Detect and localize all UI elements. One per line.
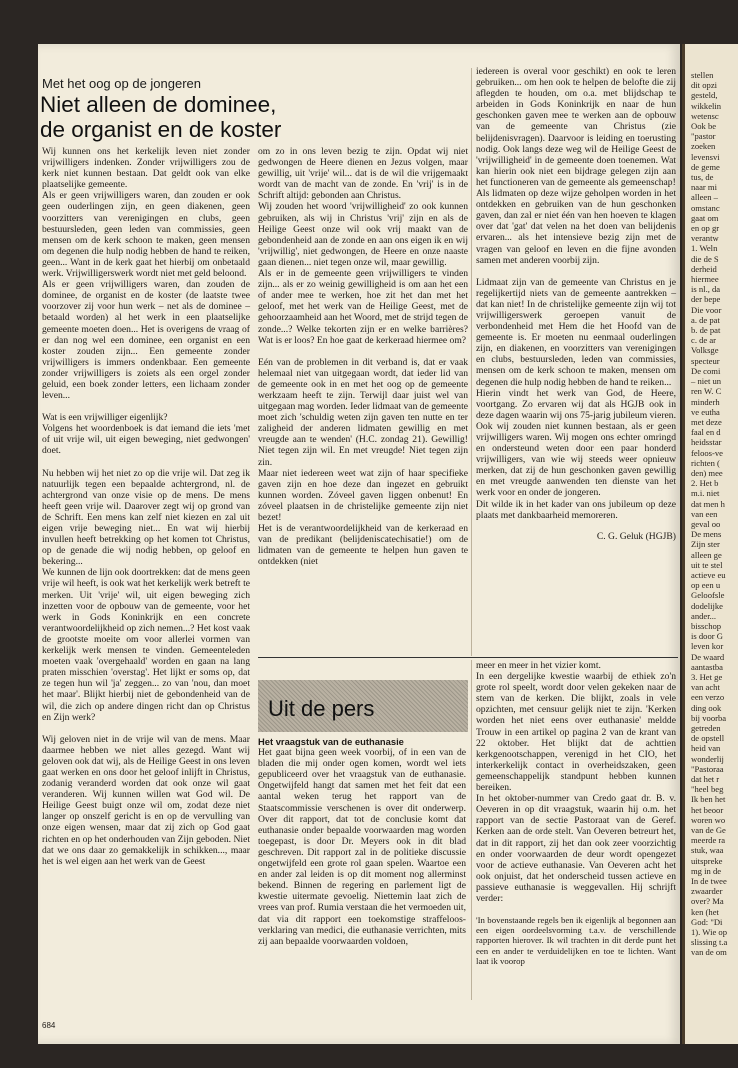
paragraph: Lidmaat zijn van de gemeente van Christus en je regelijkertijd niets van de gemeente aantrekken – dat kan niet! In de christelijke gemeente zijn wij tot vrijwilligerswerk geroepen vanuit de verbondenheid met Hem die het Hoofd van de gemeente is. Er moeten nu eenmaal ouderlingen zijn, en diakenen, en voorzitters van verenigingen en clubs, bestuursleden, leden van commissies, mensen om de kerk schoon te maken, mensen om degenen die hulp nodig hebben de hand te reiken...: [476, 276, 676, 388]
pers-column-left: [258, 736, 466, 947]
paragraph: Wat is een vrijwilliger eigenlijk?: [42, 412, 168, 424]
author-signature: C. G. Geluk (HGJB): [596, 530, 676, 542]
paragraph: Het gaat bijna geen week voorbij, of in een van de bladen die mij onder ogen komen, wordt wel iets gepubliceerd over het vraagstuk van de euthanasie. Ongetwijfeld hangt dat samen met het feit dat een aantal weken terug het rapport van de Staatscommissie verschenen is over dit onderwerp. Over dit rapport, dat tot de conclusie komt dat euthanasie onder bepaalde voorwaarden mag worden toegepast, is door Dr. Meyers ook in dit blad geschreven. Dit rapport zal in de politieke discussie ongetwijfeld een grote rol gaan spelen. Waartoe een en ander zal leiden is op dit moment nog allerminst bekend. Binnen de regering en parlement ligt de kwestie uitermate gevoelig. Niettemin laat zich de vrees van prof. Rumia verstaan die het vermoeden uit, dat via dit rapport een toekomstige straffeloos-verklaring van medici, die euthanasie verrichten, mits zij aan bepaalde voorwaarden voldoen,: [258, 747, 466, 947]
adjacent-page-text: stellen dit opzi gesteld, wikkelin wetensc Ook be "pastor zoeken levensvi de geme tus, de naar mi alleen – omstanc gaat om en op gr verantw 1. Weln die de S derheid hiermee is nl., da der bepe Die voor a. de pat b. de pat c. de ar Volksge specteur De comi – niet un ren W. C minderh ve eutha met deze faal en d heidsstar feloos-ve richten ( den) mee 2. Het b m.i. niet dat men h van een geval oo De mens Zijn ster alleen ge uit te stel actieve eu op een u Geloofsle dodelijke ander... bisschop is door G leven kor De waard aantastba 3. Het ge van acht een verzo ding ook bij voorba getreden de opstell heid van wonderlij "Pastoraa dat het r "heel beg Ik ben het het beoor woren wo van de Ge meerde ra stuk, waa uitspreke mg in de In de twee zwaarder over? Ma ken (het God: "Di 1). Wie op slissing t.a van de om: [691, 70, 728, 958]
paragraph: Wij kunnen ons het kerkelijk leven niet zonder vrijwilligers indenken. Zonder vrijwilligers zou de kerk niet kunnen bestaan. Dat geldt ook van elke plaatselijke gemeente.: [42, 146, 250, 191]
headline-line-1: Niet alleen de dominee,: [40, 92, 277, 117]
paragraph: iedereen is overal voor geschikt) en ook te leren gebruiken... om hen ook te helpen de belofte die zij aflegden te houden, om o.a. met blijdschap te arbeiden in Gods Koninkrijk en naar de hun geschonken gaven mee te werken aan de opbouw van de gemeente van Christus (zie belijdenisvragen). Daarvoor is leiding en toerusting nodig. Ook langs deze weg wil de Heilige Geest de 'vrijwilligheid' in de gemeente doen toenemen. Wat kan hierin ook niet een bijdrage gelegen zijn aan het functioneren van de gemeente als gemeenschap!: [476, 66, 676, 188]
paragraph: In een dergelijke kwestie waarbij de ethiek zo'n grote rol speelt, wordt door velen gekeken naar de stem van de kerken. Die blijkt, zoals in vele opzichten, met censuur gelijk niet te zijn. 'Kerken worden het niet eens over euthanasie' meldde Trouw in een artikel op pagina 2 van de krant van 22 oktober. Het blijkt dat de achttien kerkgenootschappen, verenigd in het CIO, het interkerkelijk contact in overheidszaken, geen gemeenschappelijk standpunt hebben kunnen bereiken.: [476, 671, 676, 794]
column-divider: [471, 68, 472, 656]
headline-line-2: de organist en de koster: [40, 117, 282, 142]
paragraph: om zo in ons leven bezig te zijn. Opdat wij niet gedwongen de Heere dienen en Jezus volgen, maar gewillig, uit 'vrije' wil... dat is de wil die vrijgemaakt wordt van de macht van de zonde. En 'vrij' is in de Schrift altijd: gebonden aan Christus.: [258, 146, 468, 202]
quote-paragraph: 'In bovenstaande regels ben ik eigenlijk al begonnen aan een eigen oordeelsvorming t.a.v. de verschillende rapporten hierover. Ik wil trachten in dit derde punt het een en ander te verduidelijken en toe te lichten. Want laat ik voorop: [476, 915, 676, 966]
paragraph: meer en meer in het vizier komt.: [476, 660, 601, 671]
paragraph: Volgens het woordenboek is dat iemand die iets 'met of uit vrije wil, uit eigen beweging, niet gedwongen' doet.: [42, 423, 250, 457]
paragraph: Wij geloven niet in de vrije wil van de mens. Maar daarmee hebben we niet alles gezegd. Want wij geloven ook dat wij, als de Heilige Geest in ons leven gaat werken en ons door het geloof inlijft in Christus, zodanig veranderd worden dat ook onze wil gaat veranderen. Wij kunnen willen wat God wil. De Heilige Geest buigt onze wil om, zodat deze niet langer op onszelf gericht is en op de vervulling van onze eigen wensen, maar dat zij zich op God gaat richten en op het onderhouden van Zijn geboden. Niet dat we ons daar zo gemakkelijk in schikken..., maar het is wel eigen aan het werk van de Geest: [42, 733, 250, 867]
article-column-3: [476, 66, 676, 542]
pers-column-right: [476, 660, 676, 966]
page-number: 684: [42, 1021, 56, 1030]
paragraph: Het is de verantwoordelijkheid van de kerkeraad en van de predikant (belijdeniscatechisatie!) om de lidmaten van de gemeente te helpen hun gaven te ontdekken (niet: [258, 523, 468, 568]
paragraph: Als lidmaten op deze wijze geholpen worden in het ontdekken en gebruiken van de hun geschonken gaven, dan zal er niet één van hen hoeven te klagen over dat 'gat' dat velen na het doen van belijdenis ervaren... als het intensieve bezig zijn met de vragen van geloof en leven en die fijne avonden samen met anderen voorbij zijn.: [476, 188, 676, 266]
paragraph: Wij zouden het woord 'vrijwilligheid' zo ook kunnen gebruiken, als wij in Christus 'vrij' zijn en als de Heilige Geest onze wil ook vrij maakt van de gebondenheid aan de zonde en aan ons eigen ik en wij 'vrijwillig', niet gedwongen, de Heere en onze naaste gaan dienen... niet tegen onze wil, maar gewillig.: [258, 201, 468, 268]
section-title: Uit de pers: [268, 696, 375, 721]
paragraph: Als er in de gemeente geen vrijwilligers te vinden zijn... als er zo weinig gewilligheid is om aan het een of ander mee te werken, hoe zit het dan met het geloof, met het werk van de Heilige Geest, met de gehoorzaamheid aan het Woord, met de strijd tegen de zonde...? Welke tekorten zijn er en welke barrières? Wat is er loos? En hoe gaat de kerkeraad hiermee om?: [258, 268, 468, 346]
article-kicker: Met het oog op de jongeren: [42, 76, 202, 91]
paragraph: Nu hebben wij het niet zo op die vrije wil. Dat zeg ik natuurlijk tegen een bepaalde achtergrond, nl. de achtergrond van onze visie op de mens. De mens heeft geen vrije wil. Daarover zegt wij op grond van de Schrift. Een mens kan zelf niet kiezen en zal uit eigen vrije beweging niet... En wat wij hierbij invullen heeft betrekking op het komen tot Christus, op de genade die wij nodig hebben, op geloof en bekering...: [42, 467, 250, 568]
paragraph: In het oktober-nummer van Credo gaat dr. B. v. Oeveren in op dit vraagstuk, waarin hij o.m. het rapport van de sectie Pastoraat van de Geref. Kerken aan de orde stelt. Van Oeveren betreurt het, dat in dit rapport, zij het dan ook zeer voorzichtig en onder voorwaarden de deur wordt opengezet voor de actieve euthanasie. Van Oeveren acht het ook onjuist, dat het onderscheid tussen actieve en passieve euthanasie is weggevallen. Hij schrijft verder:: [476, 793, 676, 904]
column-divider-lower: [471, 660, 472, 1000]
paragraph: Hierin vindt het werk van God, de Heere, voortgang. Zo ervaren wij dat als HGJB ook in deze dagen waarin wij ons 75-jarig jubileum vieren. Ook wij zouden niet kunnen bestaan, als er geen vrijwilligers waren. Wij mogen ons echter omringd en ondersteund weten door een paar honderd vrijwilligers, van wie wij steeds weer opnieuw merken, dat zij de hun geschonken gaven gewillig en met vreugde aanwenden ten dienste van het werk voor en onder de jongeren.: [476, 387, 676, 499]
section-rule: [258, 657, 678, 658]
article-column-2: [258, 146, 468, 567]
paragraph: Dit wilde ik in het kader van ons jubileum op deze plaats met dankbaarheid memoreren.: [476, 498, 676, 521]
adjacent-page-edge: [682, 44, 738, 1044]
paragraph: Als er geen vrijwilligers waren, dan zouden de dominee, de organist en de koster (de laatste twee voorzover zij voor hun werk – net als de dominee – betaald worden) al het werk in een plaatselijke gemeente moeten doen... Het is overigens de vraag of er dan nog wel een dominee, een organist en een koster zouden zijn... Een gemeente zonder vrijwilligers is immers ondenkbaar. Een gemeente zonder vrijwilligers is zoiets als een orgel zonder geluid, een boek zonder letters, een lichaam zonder leven...: [42, 279, 250, 402]
article-column-1: [42, 146, 250, 867]
paragraph: We kunnen de lijn ook doortrekken: dat de mens geen vrije wil heeft, is ook wat het kerkelijk werk betreft te merken. Uit 'vrije' wil, uit eigen beweging zich inzetten voor de opbouw van de gemeente, voor het werk in Gods Koninkrijk en een concrete verantwoordelijkheid op zich nemen...? Het kost vaak de grootste moeite om voor allerlei vormen van kerkelijk werk mensen te vinden. Gemeenteleden moeten vaak 'overgehaald' worden en gaan na lang praten misschien 'overstag'. Het lijkt er soms op, dat ze tegen hun wil 'ja' zeggen... zo van 'nou, dan moet het maar'. Blijkt hierbij niet de gebondenheid van de wil, die zich op andere dingen richt dan op Christus en Zijn werk?: [42, 567, 250, 723]
article-headline: [40, 92, 480, 142]
paragraph: Als er geen vrijwilligers waren, dan zouden er ook geen ouderlingen zijn, en geen diakenen, geen voorzitters van verenigingen en clubs, geen bestuursleden, geen leden van commissies, geen mensen om de kerk schoon te maken, geen mensen om degenen die hulp nodig hebben de hand te reiken, geen... Want in de kerk gaat het hierbij om onbetaald werk. Vrijwilligerswerk wordt niet met geld beloond.: [42, 190, 250, 280]
paragraph: Maar niet iedereen weet wat zijn of haar specifieke gaven zijn en hoe deze dan ingezet en gebruikt kunnen worden. Zóveel gaven liggen onbenut! En zóveel plaatsen in de christelijke gemeente zijn niet bezet!: [258, 467, 468, 523]
pers-subhead: Het vraagstuk van de euthanasie: [258, 736, 404, 747]
paragraph: Eén van de problemen in dit verband is, dat er vaak helemaal niet van uitgegaan wordt, dat ieder lid van de gemeente ook in en met het oog op de gemeente werkzaam heeft te zijn. Terwijl daar juist wel van uitgegaan mag worden. Ieder lidmaat van de gemeente moet zich 'schuldig weten zijn gaven ten nutte en ter zaligheid der anderen lidmaten gewillig en met vreugde aan te wenden' (H.C. zondag 21). Gewillig! Niet tegen zijn wil. En met vreugde! Niet tegen zijn zin.: [258, 356, 468, 468]
